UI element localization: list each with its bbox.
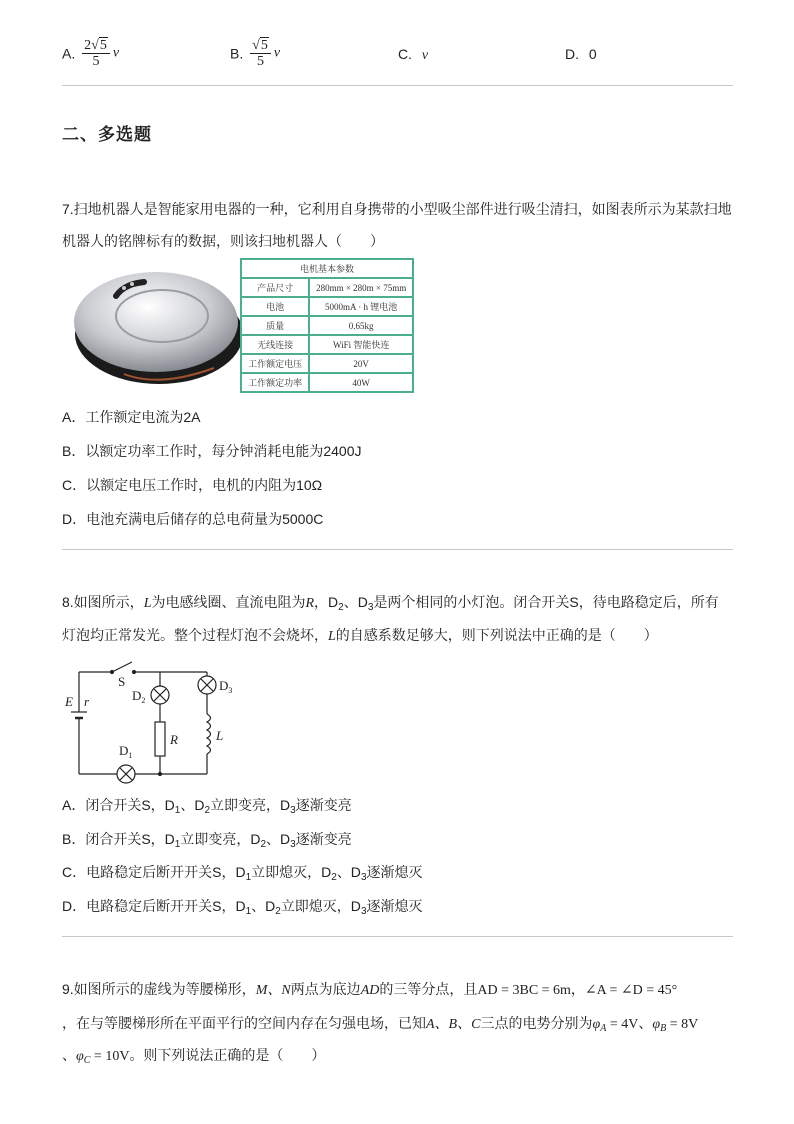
top-options-row — [62, 38, 742, 78]
q9-stem-line2: ，在与等腰梯形所在平面平行的空间内存在匀强电场，已知A、B、C三点的电势分别为$\varphi_A = 4V$、$\varphi_B = 8V$ — [62, 1015, 699, 1034]
table-row: 无线连接 WiFi 智能快连 — [242, 336, 412, 353]
q7-stem-line2: 机器人的铭牌标有的数据，则该扫地机器人（ ） — [62, 233, 384, 249]
table-row: 电池 5000mA · h 锂电池 — [242, 298, 412, 315]
table-row: 质量 0.65kg — [242, 317, 412, 334]
option-b: B. $\frac{√5}{5}$ v — [230, 38, 281, 69]
option-b-label: B. — [230, 45, 244, 62]
q7-option-d[interactable]: D．电池充满电后储存的总电荷量为5000C — [62, 511, 324, 527]
q8-option-a[interactable]: A．闭合开关S，$D_1$、$D_2$立即变亮，$D_3$逐渐变亮 — [62, 797, 352, 816]
q8-option-b[interactable]: B．闭合开关S，$D_1$立即变亮，$D_2$、$D_3$逐渐变亮 — [62, 831, 352, 850]
option-c: C. v — [398, 46, 429, 63]
divider — [62, 85, 733, 86]
q8-option-c[interactable]: C．电路稳定后断开开关S，$D_1$立即熄灭，$D_2$、$D_3$逐渐熄灭 — [62, 864, 423, 883]
section-title: 二、多选题 — [62, 125, 152, 144]
option-a-fraction: $\frac{2√5}{5}$ — [82, 38, 110, 69]
q8-stem-line2: 灯泡均正常发光。整个过程灯泡不会烧坏，L的自感系数足够大，则下列说法中正确的是（ ） — [62, 627, 658, 644]
label-inductor: L — [216, 728, 224, 743]
q7-option-c[interactable]: C．以额定电压工作时，电机的内阻为10Ω — [62, 477, 323, 493]
label-d1: $D_1$ — [119, 743, 133, 760]
label-resistor: R — [170, 732, 178, 747]
option-b-fraction: $\frac{√5}{5}$ — [250, 38, 271, 69]
option-a: A. $\frac{2√5}{5}$ v — [62, 38, 120, 69]
label-internal-resistance: r — [84, 694, 90, 709]
q9-stem-line1: 9.如图所示的虚线为等腰梯形，M、N两点为底边AD的三等分点，且AD = 3BC = 6m，∠A = ∠D = 45° — [62, 981, 678, 998]
circuit-diagram — [62, 652, 242, 784]
table-row: 产品尺寸 280mm × 280m × 75mm — [242, 279, 412, 296]
q7-option-b[interactable]: B．以额定功率工作时，每分钟消耗电能为2400J — [62, 443, 362, 459]
label-switch: S — [118, 674, 126, 689]
label-emf: E — [65, 694, 73, 709]
label-d2: $D_2$ — [132, 688, 146, 705]
table-row: 工作额定功率 40W — [242, 374, 412, 391]
q8-stem-line1: 8.如图所示，L为电感线圈、直流电阻为R，$D_2$、$D_3$是两个相同的小灯泡。闭合开关S，待电路稳定后，所有 — [62, 594, 719, 613]
circuit-svg — [62, 652, 242, 784]
spec-table-title: 电机基本参数 — [242, 260, 412, 277]
option-d: D. 0 — [565, 46, 597, 62]
divider — [62, 549, 733, 550]
q7-option-a[interactable]: A．工作额定电流为2A — [62, 409, 201, 425]
q9-stem-line3: 、$\varphi_C = 10V$。则下列说法正确的是（ ） — [62, 1047, 326, 1066]
table-row: 工作额定电压 20V — [242, 355, 412, 372]
spec-table — [240, 258, 414, 393]
option-a-label: A. — [62, 45, 76, 62]
q8-option-d[interactable]: D．电路稳定后断开开关S，$D_1$、$D_2$立即熄灭，$D_3$逐渐熄灭 — [62, 898, 423, 917]
divider — [62, 936, 733, 937]
q7-stem-line1: 7.扫地机器人是智能家用电器的一种，它利用自身携带的小型吸尘部件进行吸尘清扫，如图表所示为某款扫地 — [62, 201, 732, 217]
robot-vacuum-image — [64, 256, 242, 392]
label-d3: $D_3$ — [219, 678, 233, 695]
